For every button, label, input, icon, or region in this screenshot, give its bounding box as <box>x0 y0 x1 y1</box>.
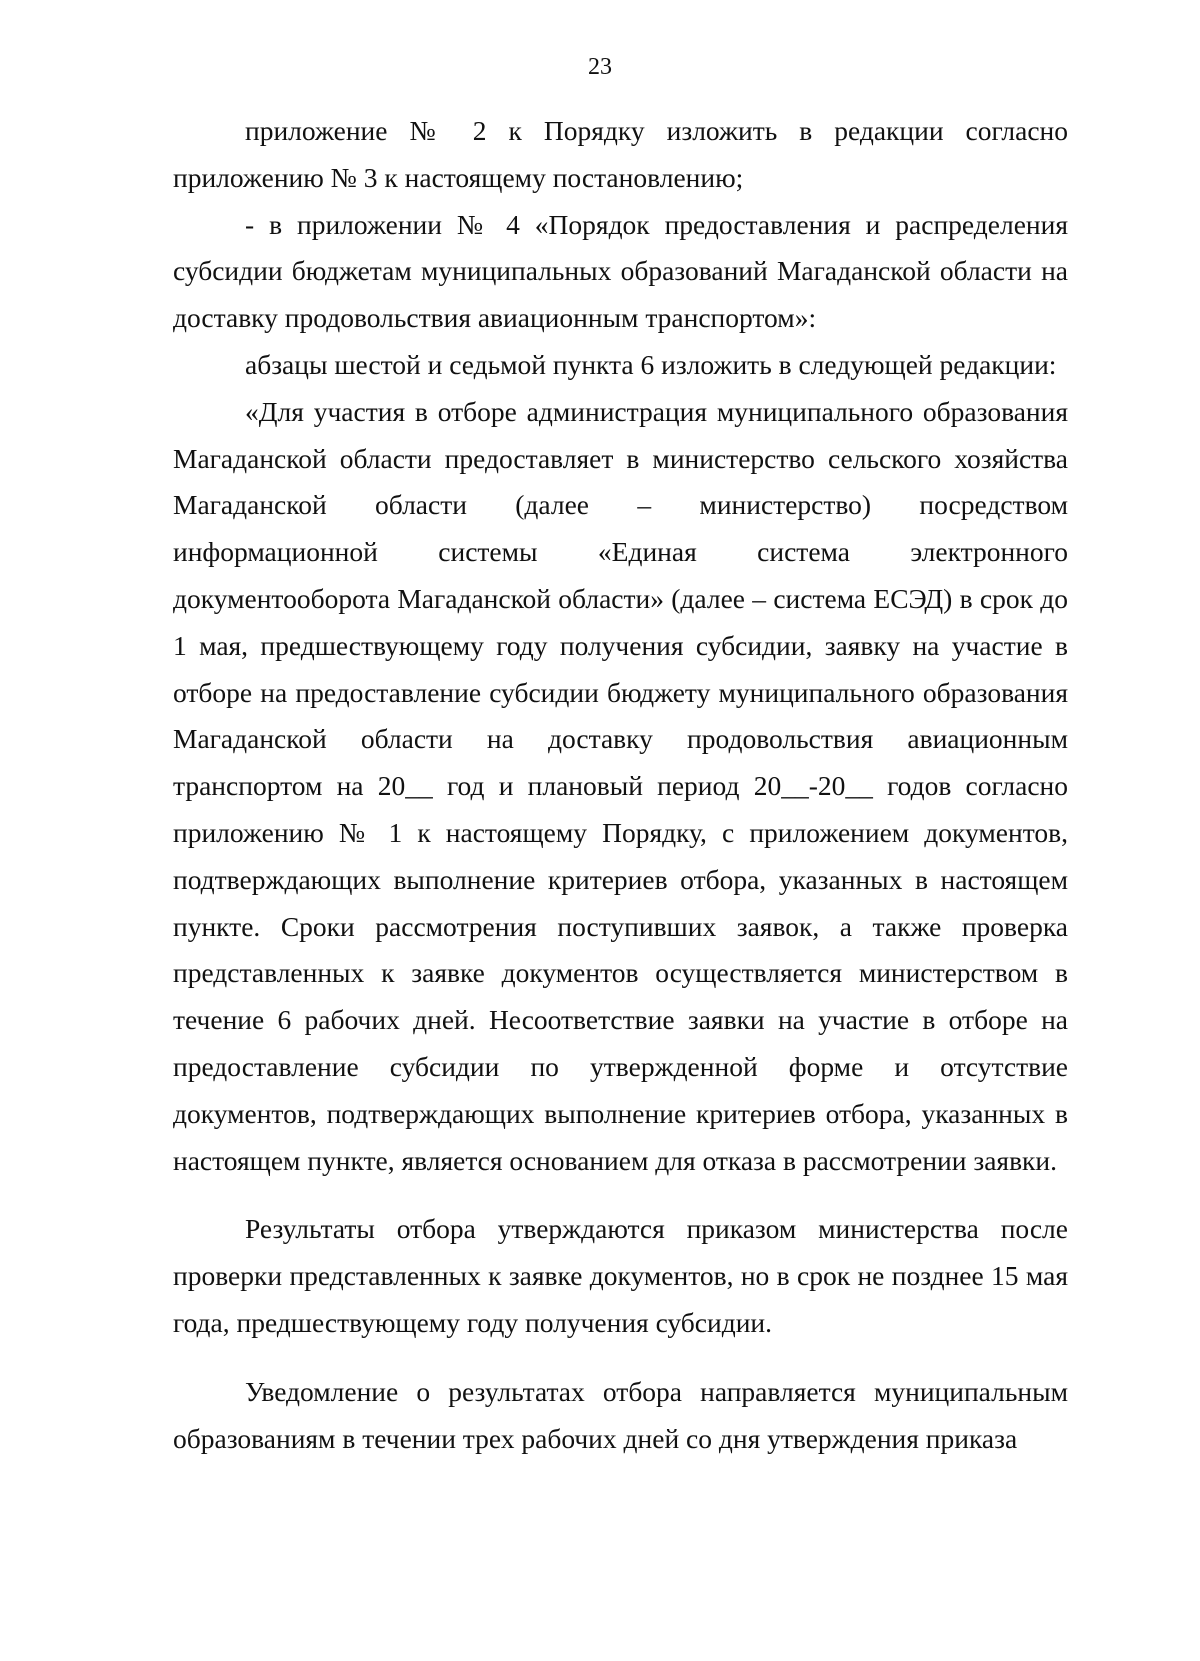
paragraph-appendix-2: приложение № 2 к Порядку изложить в редакции согласно приложению № 3 к настоящему постановлению; <box>173 115 1068 193</box>
paragraph-point-6-edit: абзацы шестой и седьмой пункта 6 изложить в следующей редакции: <box>245 348 1057 380</box>
paragraph-selection-participation: «Для участия в отборе администрация муниципального образования Магаданской области предоставляет в министерство сельского хозяйства Магаданской области (далее – министерство) посредством информационной системы «Единая система электронного документооборота Магаданской области» (далее – система ЕСЭД) в срок до 1 мая, предшествующему году получения субсидии, заявку на участие в отборе на предоставление субсидии бюджету муниципального образования Магаданской области на доставку продовольствия авиационным транспортом на 20__ год и плановый период 20__-20__ годов согласно приложению № 1 к настоящему Порядку, с приложением документов, подтверждающих выполнение критериев отбора, указанных в настоящем пункте. Сроки рассмотрения поступивших заявок, а также проверка представленных к заявке документов осуществляется министерством в течение 6 рабочих дней. Несоответствие заявки на участие в отборе на предоставление субсидии по утвержденной форме и отсутствие документов, подтверждающих выполнение критериев отбора, указанных в настоящем пункте, является основанием для отказа в рассмотрении заявки. <box>173 395 1068 1176</box>
paragraph-selection-results: Результаты отбора утверждаются приказом министерства после проверки представленных к заявке документов, но в срок не позднее 15 мая года, предшествующему году получения субсидии. <box>173 1213 1068 1338</box>
document-body <box>173 108 1068 1462</box>
paragraph-appendix-4: - в приложении № 4 «Порядок предоставления и распределения субсидии бюджетам муниципальных образований Магаданской области на доставку продовольствия авиационным транспортом»: <box>173 208 1068 334</box>
page-number: 23 <box>588 54 612 80</box>
paragraph-notification: Уведомление о результатах отбора направляется муниципальным образованиям в течении трех рабочих дней со дня утверждения приказа <box>173 1375 1068 1454</box>
